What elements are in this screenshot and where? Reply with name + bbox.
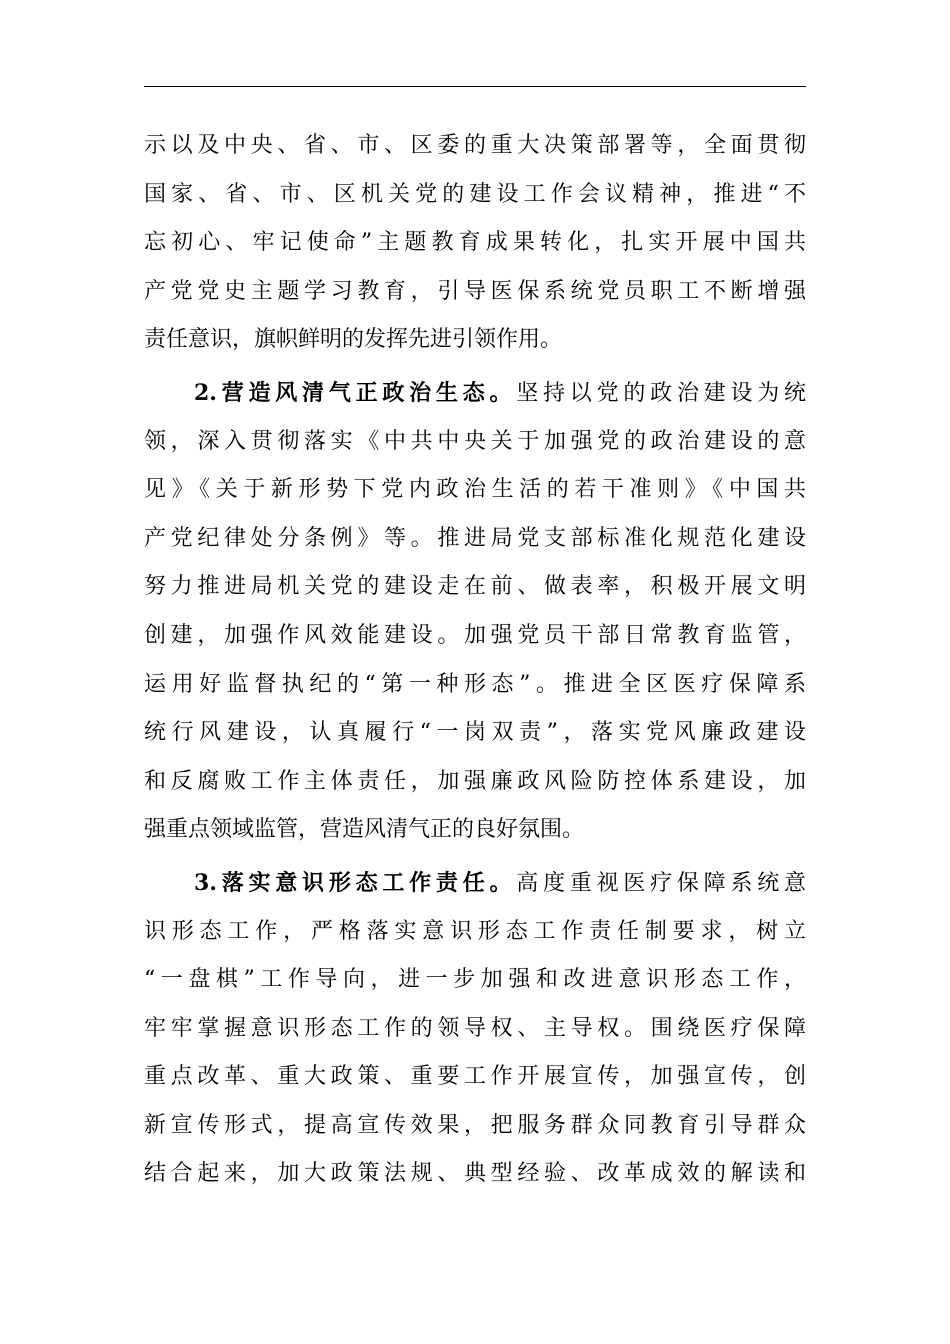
text-span: 高度重视医疗保障系统意: [516, 870, 806, 896]
text-line: 结合起来，加大政策法规、典型经验、改革成效的解读和: [144, 1161, 806, 1187]
paragraph-3: [144, 859, 806, 1199]
text-line: 运用好监督执纪的“第一种形态”。推进全区医疗保障系: [144, 671, 806, 697]
text-line: 重点改革、重大政策、重要工作开展宣传，加强宣传，创: [144, 1064, 806, 1090]
text-line: 努力推进局机关党的建设走在前、做表率，积极开展文明: [144, 574, 806, 600]
text-line: “一盘棋”工作导向，进一步加强和改进意识形态工作，: [144, 967, 806, 993]
text-line: 见》《关于新形势下党内政治生活的若干准则》《中国共: [144, 477, 806, 503]
header-rule: [144, 86, 806, 87]
paragraph-first-line: [144, 369, 806, 418]
text-line: 忘初心、牢记使命”主题教育成果转化，扎实开展中国共: [144, 230, 806, 256]
section-heading: 3.落实意识形态工作责任。: [194, 869, 517, 896]
text-line: 产党党史主题学习教育，引导医保系统党员职工不断增强: [144, 278, 806, 304]
text-line: 示以及中央、省、市、区委的重大决策部署等，全面贯彻: [144, 133, 806, 158]
text-line: 牢牢掌握意识形态工作的领导权、主导权。围绕医疗保障: [144, 1015, 806, 1041]
text-line: 责任意识，旗帜鲜明的发挥先进引领作用。: [144, 327, 563, 353]
text-line: 新宣传形式，提高宣传效果，把服务群众同教育引导群众: [144, 1112, 806, 1138]
text-line: 领，深入贯彻落实《中共中央关于加强党的政治建设的意: [144, 428, 806, 454]
text-line: 产党纪律处分条例》等。推进局党支部标准化规范化建设: [144, 525, 806, 551]
paragraph-1: [144, 122, 806, 365]
document-body: [144, 122, 806, 1199]
section-heading: 2.营造风清气正政治生态。: [194, 379, 517, 406]
text-line: 创建，加强作风效能建设。加强党员干部日常教育监管，: [144, 622, 806, 648]
text-line: 识形态工作，严格落实意识形态工作责任制要求，树立: [144, 918, 806, 944]
text-line: 强重点领域监管，营造风清气正的良好氛围。: [144, 817, 585, 843]
text-span: 坚持以党的政治建设为统: [516, 380, 806, 406]
paragraph-first-line: [144, 859, 806, 908]
text-line: 统行风建设，认真履行“一岗双责”，落实党风廉政建设: [144, 720, 806, 746]
paragraph-2: [144, 369, 806, 855]
text-line: 和反腐败工作主体责任，加强廉政风险防控体系建设，加: [144, 768, 806, 794]
text-line: 国家、省、市、区机关党的建设工作会议精神，推进“不: [144, 181, 806, 207]
